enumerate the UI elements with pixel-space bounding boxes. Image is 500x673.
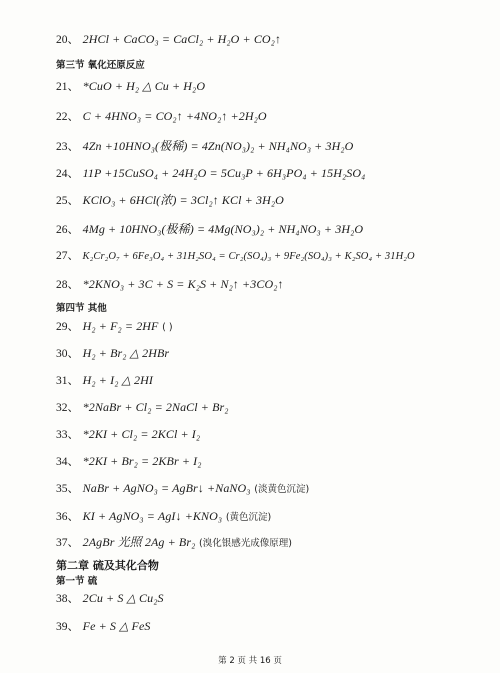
- equation-line-35: [56, 481, 309, 497]
- equation: C + 4HNO₃ = CO₂↑ +4NO₂↑ +2H₂O: [82, 109, 267, 123]
- equation: *CuO + H₂ △ Cu + H₂O: [82, 79, 206, 93]
- equation-line-20: [56, 32, 281, 47]
- section-heading-3: 第三节 氧化还原反应: [56, 60, 145, 71]
- equation-line-28: [56, 277, 284, 292]
- equation-line-36: [56, 509, 271, 525]
- equation-number: 31、: [56, 375, 79, 387]
- equation: 2Cu + S △ Cu₂S: [82, 591, 164, 605]
- equation-note: ( ): [162, 322, 173, 333]
- equation-note: (黄色沉淀): [225, 512, 272, 523]
- equation: KClO₃ + 6HCl(浓) = 3Cl₂↑ KCl + 3H₂O: [82, 193, 284, 207]
- equation-number: 32、: [56, 402, 79, 414]
- equation-line-22: [56, 109, 267, 124]
- equation: H₂ + Br₂ △ 2HBr: [82, 346, 170, 360]
- equation-line-32: [56, 400, 229, 415]
- equation-number: 38、: [56, 593, 79, 605]
- equation-line-23: [56, 139, 353, 154]
- equation: 2AgBr 光照 2Ag + Br₂: [82, 535, 196, 549]
- section-heading-4: 第四节 其他: [56, 303, 107, 314]
- equation: *2KI + Cl₂ = 2KCl + I₂: [82, 427, 201, 441]
- equation: H₂ + I₂ △ 2HI: [82, 373, 153, 387]
- equation-line-26: [56, 222, 363, 237]
- equation: 11P +15CuSO₄ + 24H₂O = 5Cu₃P + 6H₃PO₄ + 15H₂SO₄: [82, 166, 366, 180]
- equation: Fe + S △ FeS: [82, 619, 151, 633]
- equation-line-24: [56, 166, 365, 181]
- equation-line-37: [56, 535, 292, 551]
- equation-line-39: [56, 619, 151, 634]
- equation-number: 35、: [56, 483, 79, 495]
- section-heading-1: 第一节 硫: [56, 576, 98, 587]
- equation: *2KNO₃ + 3C + S = K₂S + N₂↑ +3CO₂↑: [82, 277, 284, 291]
- equation-number: 36、: [56, 511, 79, 523]
- equation-number: 21、: [56, 81, 79, 93]
- equation-number: 37、: [56, 537, 79, 549]
- equation-number: 34、: [56, 456, 79, 468]
- equation-number: 26、: [56, 224, 79, 236]
- equation-number: 28、: [56, 279, 79, 291]
- equation-line-33: [56, 427, 200, 442]
- equation-line-29: [56, 319, 173, 335]
- equation-number: 30、: [56, 348, 79, 360]
- equation-number: 39、: [56, 621, 79, 633]
- equation: 4Mg + 10HNO₃(极稀) = 4Mg(NO₃)₂ + NH₄NO₃ + 3H₂O: [82, 222, 364, 236]
- equation-number: 25、: [56, 195, 79, 207]
- equation: KI + AgNO₃ = AgI↓ +KNO₃: [82, 509, 223, 523]
- equation: K₂Cr₂O₇ + 6Fe₃O₄ + 31H₂SO₄ = Cr₂(SO₄)₃ + 9Fe₂(SO₄)₃ + K₂SO₄ + 31H₂O: [82, 251, 415, 262]
- equation-line-27: [56, 249, 415, 264]
- equation-number: 22、: [56, 111, 79, 123]
- equation-line-25: [56, 193, 284, 208]
- equation: 2HCl + CaCO₃ = CaCl₂ + H₂O + CO₂↑: [82, 32, 282, 46]
- equation-line-38: [56, 591, 164, 606]
- equation-number: 27、: [56, 250, 79, 262]
- equation-line-34: [56, 454, 202, 469]
- equation-note: (淡黄色沉淀): [254, 484, 310, 495]
- equation-line-30: [56, 346, 169, 361]
- equation-number: 29、: [56, 321, 79, 333]
- page-footer: 第 2 页 共 16 页: [218, 656, 282, 666]
- equation: NaBr + AgNO₃ = AgBr↓ +NaNO₃: [82, 481, 251, 495]
- equation-number: 23、: [56, 141, 79, 153]
- equation-note: (溴化银感光成像原理): [199, 538, 292, 549]
- equation: 4Zn +10HNO₃(极稀) = 4Zn(NO₃)₂ + NH₄NO₃ + 3H₂O: [82, 139, 354, 153]
- equation-line-21: [56, 79, 205, 94]
- equation-number: 24、: [56, 168, 79, 180]
- equation: *2NaBr + Cl₂ = 2NaCl + Br₂: [82, 400, 229, 414]
- equation-line-31: [56, 373, 153, 388]
- chapter-heading-2: 第二章 硫及其化合物: [56, 559, 159, 572]
- equation-number: 20、: [56, 34, 79, 46]
- equation: *2KI + Br₂ = 2KBr + I₂: [82, 454, 202, 468]
- equation-number: 33、: [56, 429, 79, 441]
- equation: H₂ + F₂ = 2HF: [82, 319, 159, 333]
